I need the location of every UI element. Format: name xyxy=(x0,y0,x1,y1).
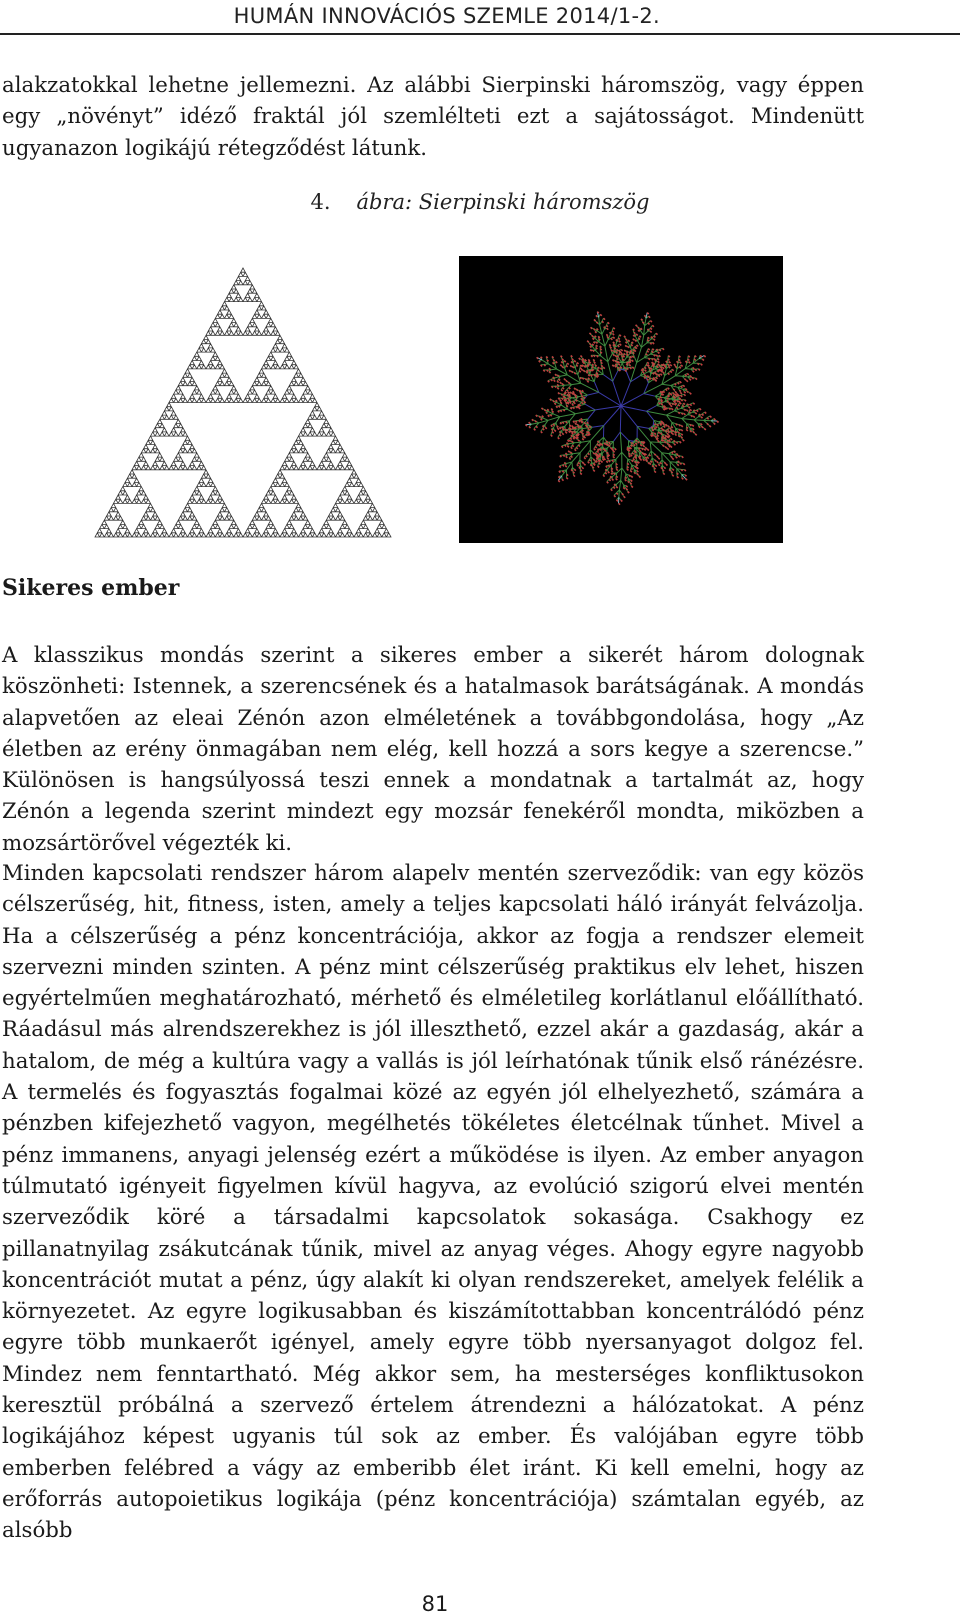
running-header xyxy=(0,0,960,36)
figure-number: 4. xyxy=(310,190,331,214)
journal-title: HUMÁN INNOVÁCIÓS SZEMLE 2014/1-2. xyxy=(233,4,660,28)
figure-caption xyxy=(0,190,960,214)
header-rule xyxy=(0,33,960,35)
section-paragraph-2: Minden kapcsolati rendszer három alapelv mentén szerveződik: van egy közös célszerűség, hit, fitness, isten, amely a teljes kapcsolati háló irányát felvázolja. Ha a célszerűség a pénz koncentrációja, akkor az fogja a rendszer elemeit szervezni minden szinten. A pénz mint célszerűség praktikus elv lehet, hiszen egyértelműen meghatározható, mérhető és elméletileg korlátlanul előállítható. Ráadásul más alrendszerekhez is jól illeszthető, ezzel akár a gazdaság, akár a hatalom, de még a kultúra vagy a vallás is jól leírhatónak tűnik első ránézésre. A termelés és fogyasztás fogalmai közé az egyén jól elhelyezhető, számára a pénzben kifejezhető vagyon, megélhetés tökéletes életcélnak tűnhet. Mivel a pénz immanens, anyagi jelenség ezért a működése is ilyen. Az ember anyagon túlmutató igényeit figyelmen kívül hagyva, az evolúció szigorú elvei mentén szerveződik köré a társadalmi kapcsolatok sokasága. Csakhogy ez pillanatnyilag zsákutcának tűnik, mivel az anyag véges. Ahogy egyre nagyobb koncentrációt mutat a pénz, úgy alakít ki olyan rendszereket, amelyek felélik a környezetet. Az egyre logikusabban és kiszámítottabban koncentrálódó pénz egyre több munkaerőt igényel, amely egyre több nyersanyagot dolgoz fel. Mindez nem fenntartható. Még akkor sem, ha mesterséges konfliktusokon keresztül próbálná a szervező értelem átrendezni a hálózatokat. A pénz logikájához képest ugyanis túl sok az ember. És valójában egyre több emberben felébred a vágy az emberibb élet iránt. Ki kell emelni, hogy az erőforrás autopoietikus logikája (pénz koncentrációja) számtalan egyéb, az alsóbb xyxy=(2,861,864,1544)
page-number: 81 xyxy=(421,1592,449,1616)
section-paragraph-1: A klasszikus mondás szerint a sikeres ember a sikerét három dolognak köszönheti: Istennek, a szerencsének és a hatalmasok barátságának. A mondás alapvetően az eleai Zénón azon elméletének a továbbgondolása, hogy „Az életben az erény önmagában nem elég, kell hozzá a sors kegye a szerencse.” Különösen is hangsúlyossá teszi ennek a mondatnak a tartalmát az, hogy Zénón a legenda szerint mindezt egy mozsár fenekéről mondta, miközben a mozsártörővel végezték ki. xyxy=(2,643,864,856)
figure-caption-text: ábra: Sierpinski háromszög xyxy=(356,190,650,214)
fractal-plant-image xyxy=(459,256,783,543)
plant-branches-tips xyxy=(526,312,719,505)
intro-paragraph: alakzatokkal lehetne jellemezni. Az alábbi Sierpinski háromszög, vagy éppen egy „növényt” idéző fraktál jól szemlélteti ezt a sajátosságot. Mindenütt ugyanazon logikájú rétegződést látunk. xyxy=(2,73,864,161)
section-heading: Sikeres ember xyxy=(2,575,180,601)
sierpinski-triangle-image xyxy=(93,266,399,540)
